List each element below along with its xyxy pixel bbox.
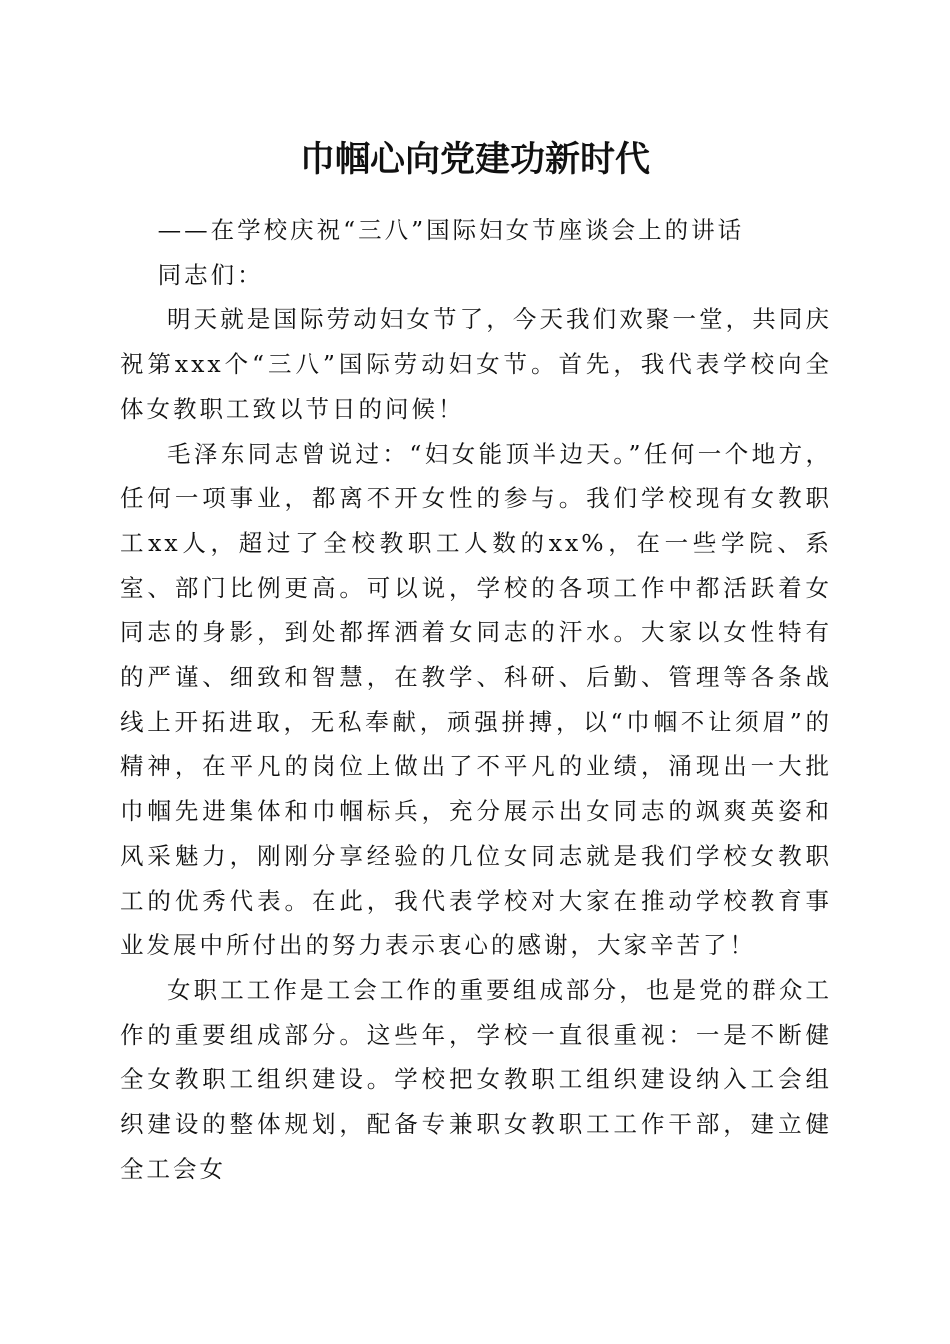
document-title: 巾帼心向党建功新时代 [299, 139, 650, 180]
document-body [120, 208, 832, 1191]
document-subtitle: ——在学校庆祝“三八”国际妇女节座谈会上的讲话 [157, 216, 745, 244]
paragraph-2: 毛泽东同志曾说过：“妇女能顶半边天。”任何一个地方，任何一项事业，都离不开女性的参与。我们学校现有女教职工xx人，超过了全校教职工人数的xx%，在一些学院、系室、部门比例更高。可以说，学校的各项工作中都活跃着女同志的身影，到处都挥洒着女同志的汗水。大家以女性特有的严谨、细致和智慧，在教学、科研、后勤、管理等各条战线上开拓进取，无私奉献，顽强拼搏，以“巾帼不让须眉”的精神，在平凡的岗位上做出了不平凡的业绩，涌现出一大批巾帼先进集体和巾帼标兵，充分展示出女同志的飒爽英姿和风采魅力，刚刚分享经验的几位女同志就是我们学校女教职工的优秀代表。在此，我代表学校对大家在推动学校教育事业发展中所付出的努力表示衷心的感谢，大家辛苦了！ [120, 439, 832, 960]
paragraph-1: 明天就是国际劳动妇女节了，今天我们欢聚一堂，共同庆祝第xxx个“三八”国际劳动妇女节。首先，我代表学校向全体女教职工致以节日的问候！ [120, 305, 832, 423]
paragraph-3: 女职工工作是工会工作的重要组成部分，也是党的群众工作的重要组成部分。这些年，学校一直很重视：一是不断健全女教职工组织建设。学校把女教职工组织建设纳入工会组织建设的整体规划，配备专兼职女教职工工作干部，建立健全工会女 [120, 975, 832, 1183]
salutation: 同志们： [157, 260, 264, 289]
